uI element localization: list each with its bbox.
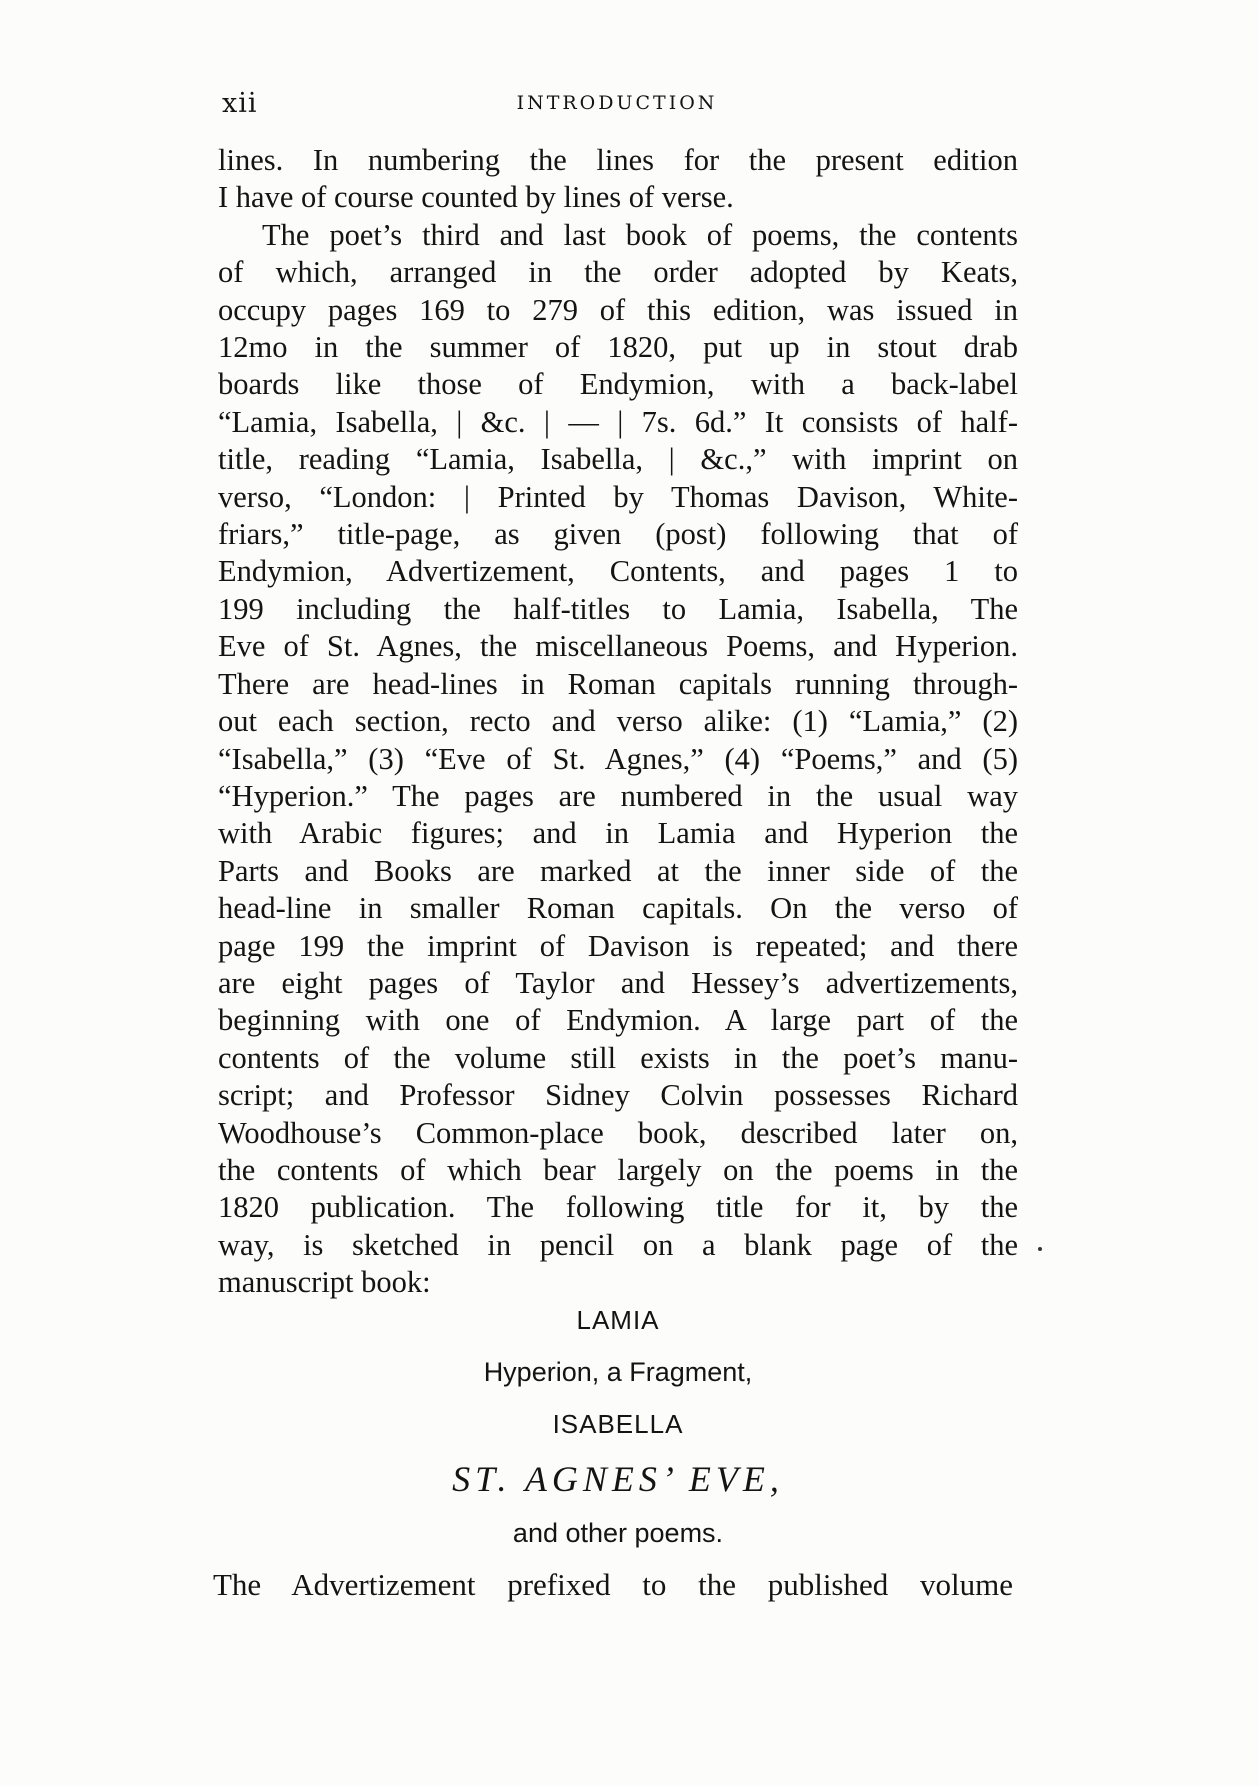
text-line: the contents of which bear largely on the poems in the: [218, 1152, 1018, 1187]
title-line-other-poems: and other poems.: [512, 1518, 724, 1548]
text-line: of which, arranged in the order adopted by Keats,: [218, 255, 1018, 290]
text-line: Woodhouse’s Common-place book, described later on,: [218, 1115, 1018, 1150]
text-line: The poet’s third and last book of poems, the contents: [262, 217, 1018, 252]
text-line: verso, “London: | Printed by Thomas Davison, White-: [218, 479, 1018, 514]
text-line: out each section, recto and verso alike: (1) “Lamia,” (2): [218, 704, 1018, 739]
text-line: boards like those of Endymion, with a back-label: [218, 367, 1018, 402]
text-line: 199 including the half-titles to Lamia, Isabella, The: [218, 591, 1018, 626]
text-line: friars,” title-page, as given (post) following that of: [218, 517, 1018, 552]
text-line: Parts and Books are marked at the inner side of the: [218, 853, 1018, 888]
text-line: lines. In numbering the lines for the present edition: [218, 143, 1018, 177]
text-line: Eve of St. Agnes, the miscellaneous Poems, and Hyperion.: [218, 629, 1018, 664]
text-line: contents of the volume still exists in the poet’s manu-: [218, 1040, 1018, 1075]
text-line: “Lamia, Isabella, | &c. | — | 7s. 6d.” It consists of half-: [218, 404, 1018, 439]
speck: [1038, 1247, 1042, 1251]
text-line: Endymion, Advertizement, Contents, and pages 1 to: [218, 554, 1018, 589]
title-line-hyperion: Hyperion, a Fragment,: [483, 1357, 753, 1387]
running-head: INTRODUCTION: [516, 92, 718, 114]
text-line: “Isabella,” (3) “Eve of St. Agnes,” (4) “Poems,” and (5): [218, 741, 1018, 776]
text-line: page 199 the imprint of Davison is repeated; and there: [218, 928, 1018, 963]
body-text: [218, 142, 1018, 1302]
text-line: There are head-lines in Roman capitals running through-: [218, 666, 1018, 701]
title-line-lamia: LAMIA: [576, 1305, 660, 1335]
text-line: occupy pages 169 to 279 of this edition, was issued in: [218, 292, 1018, 327]
text-line: beginning with one of Endymion. A large part of the: [218, 1003, 1018, 1038]
title-line-st-agnes: ST. AGNES’ EVE,: [452, 1459, 784, 1499]
text-line: title, reading “Lamia, Isabella, | &c.,” with imprint on: [218, 442, 1018, 477]
text-line: are eight pages of Taylor and Hessey’s advertizements,: [218, 965, 1018, 1000]
text-line: I have of course counted by lines of verse.: [218, 180, 734, 215]
text-line: 1820 publication. The following title for it, by the: [218, 1190, 1018, 1225]
text-line: with Arabic figures; and in Lamia and Hyperion the: [218, 816, 1018, 851]
page-header: [222, 88, 1012, 128]
text-line: manuscript book:: [218, 1265, 431, 1300]
text-line: “Hyperion.” The pages are numbered in the usual way: [218, 778, 1018, 813]
text-line: 12mo in the summer of 1820, put up in stout drab: [218, 330, 1018, 365]
text-line: way, is sketched in pencil on a blank page of the: [218, 1227, 1018, 1262]
text-line-final: The Advertizement prefixed to the published volume: [213, 1567, 1013, 1602]
text-line: script; and Professor Sidney Colvin possesses Richard: [218, 1078, 1018, 1113]
page-number: xii: [222, 88, 258, 119]
title-line-isabella: ISABELLA: [552, 1409, 684, 1439]
text-line: head-line in smaller Roman capitals. On the verso of: [218, 891, 1018, 926]
